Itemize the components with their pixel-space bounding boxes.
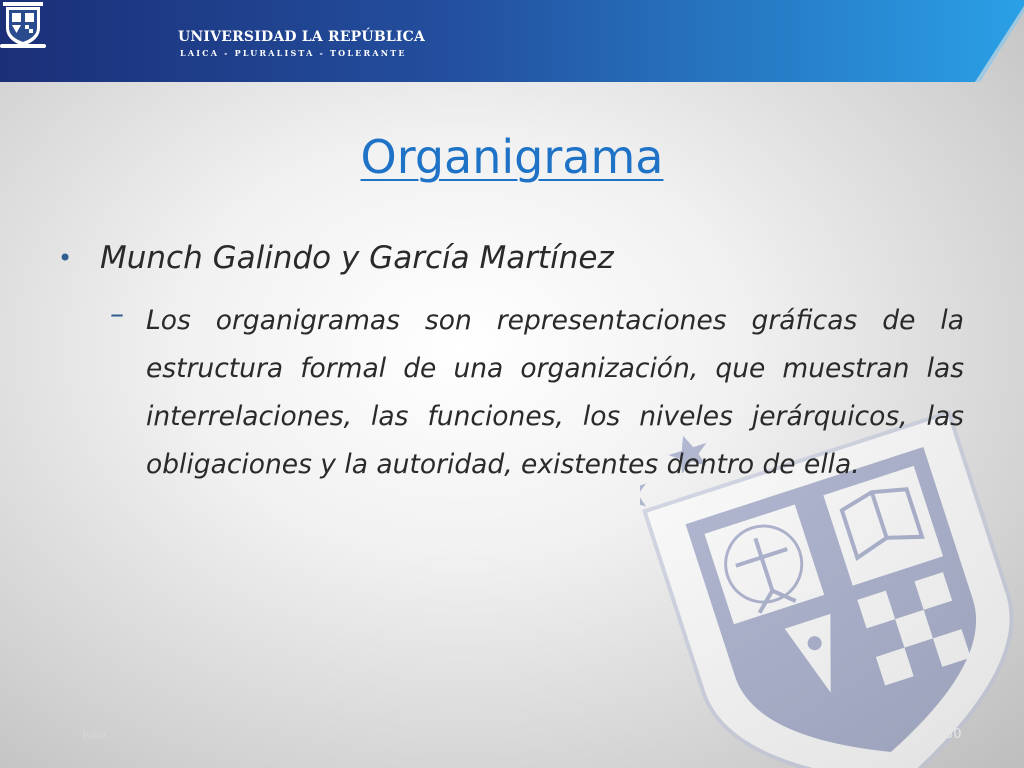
bullet-text: Munch Galindo y García Martínez: [100, 240, 614, 276]
bullet-dot-icon: •: [58, 244, 73, 272]
footer-text: Julio: [83, 728, 107, 741]
header-banner: [0, 0, 1024, 82]
university-logo: [0, 0, 46, 50]
slide-title: Organigrama: [360, 130, 664, 184]
dash-icon: –: [110, 297, 124, 330]
header-background: [0, 0, 1024, 82]
sub-bullet-text: Los organigramas son representaciones gráficas de la estructura formal de una organización, que muestran las interrelaciones, las funciones, los niveles jerárquicos, las obligaciones y la autoridad, existentes dentro de ella.: [146, 305, 964, 480]
university-name: UNIVERSIDAD LA REPÚBLICA: [178, 29, 426, 45]
university-motto: LAICA - PLURALISTA - TOLERANTE: [180, 48, 407, 58]
slide-number: 30: [945, 727, 962, 742]
